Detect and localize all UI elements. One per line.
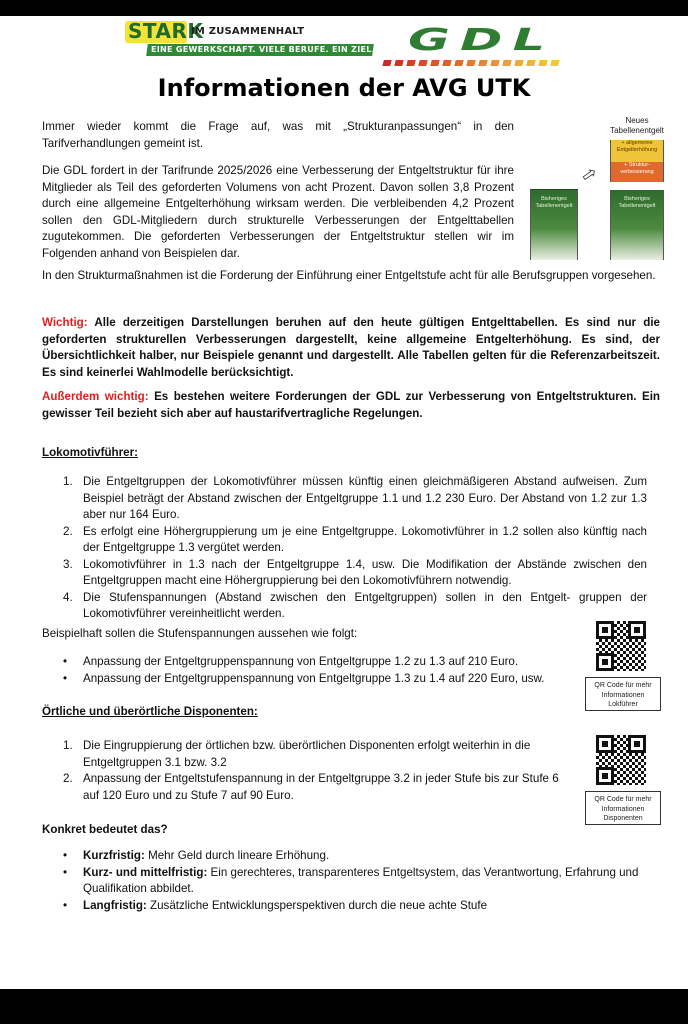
segment-structure-improvement: + Struktur-verbesserung <box>610 162 664 182</box>
list-item: • Kurz- und mittelfristig: Ein gerechteres, transparenteres Entgeltsystem, das Verantwortung, Erfahrung und Qualifikation abbildet. <box>63 865 639 895</box>
segment-general-increase: + allgemeine Entgelterhöhung <box>610 140 664 162</box>
new-bar-label: Bisheriges Tabellenentgelt <box>618 196 656 209</box>
logo-tagline: EINE GEWERKSCHAFT. VIELE BERUFE. EIN ZIEL. <box>151 45 375 54</box>
intro-paragraph-3: In den Strukturmaßnahmen ist die Forderung der Einführung einer Entgeltstufe acht für alle Berufsgruppen vorgesehen. <box>42 269 656 282</box>
list-item: • Langfristig: Zusätzliche Entwicklungsperspektiven durch die neue achte Stufe <box>63 898 488 912</box>
intro-paragraph-1: Immer wieder kommt die Frage auf, was mit „Strukturanpassungen“ in den Tarifverhandlungen gemeint ist. <box>42 120 514 150</box>
example-intro: Beispielhaft sollen die Stufenspannungen aussehen wie folgt: <box>42 627 358 640</box>
bottom-black-bar <box>0 989 688 1024</box>
important-label: Wichtig: <box>42 316 88 329</box>
konkret-heading: Konkret bedeutet das? <box>42 823 168 836</box>
list-item: 2. Anpassung der Entgeltstufenspannung in der Entgeltgruppe 3.2 in jeder Stufe bis zur Stufe 6 auf 120 Euro und zu Stufe 7 auf 90 Euro. <box>63 772 559 802</box>
list-item: 2. Es erfolgt eine Höhergruppierung um je eine Entgeltgruppe. Lokomotivführer in 1.2 sollen also künftig nach der Entgeltgruppe 1.3 vergütet werden. <box>63 524 647 554</box>
also-important-text: Es bestehen weitere Forderungen der GDL zur Verbesserung von Entgeltstrukturen. Ein gewisser Teil bezieht sich aber auf haustarifvertragliche Regelungen. <box>42 390 661 420</box>
gdl-logo <box>408 23 563 70</box>
important-text: Alle derzeitigen Darstellungen beruhen auf den heute gültigen Entgelttabellen. Es sind nur die geforderten strukturellen Verbesserungen dargestellt, keine allgemeine Entgelterhöhung. Es sind, der Übersichtlichkeit halber, nur Beispiele genannt und dargestellt. Alle Tabellen gelten für die Referenzarbeitszeit. Es sind keinerlei Wahlmodelle berücksichtigt. <box>42 316 660 379</box>
logo-stark-sub: IM ZUSAMMENHALT <box>191 26 305 37</box>
gdl-logo-letters: GDL <box>408 23 556 58</box>
also-important-note <box>42 389 660 422</box>
qr-caption-lokfuehrer: QR Code für mehr Informationen Lokführer <box>585 677 661 711</box>
list-item: 3. Lokomotivführer in 1.3 nach der Entgeltgruppe 1.4, usw. Die Modifikation der Abstände zwischen den Entgeltgruppen macht eine Höhergruppierung bei den Lokomotivführern notwendig. <box>63 557 647 587</box>
also-important-label: Außerdem wichtig: <box>42 390 149 403</box>
qr-caption-disponenten: QR Code für mehr Informationen Disponenten <box>585 791 661 825</box>
gdl-logo-dashes <box>382 60 564 66</box>
qr-code-disponenten[interactable] <box>596 735 646 785</box>
list-item: • Kurzfristig: Mehr Geld durch lineare Erhöhung. <box>63 849 330 862</box>
tabellenentgelt-diagram <box>530 112 670 260</box>
page-title: Informationen der AVG UTK <box>157 74 531 102</box>
diagram-header: Neues Tabellenentgelt <box>610 116 664 135</box>
qr-code-lokfuehrer[interactable] <box>596 621 646 671</box>
konkret-bullets <box>63 848 659 914</box>
disponenten-heading: Örtliche und überörtliche Disponenten: <box>42 705 258 718</box>
list-item: 1. Die Eingruppierung der örtlichen bzw. überörtlichen Disponenten erfolgt weiterhin in die Entgeltgruppen 3.1 bzw. 3.2 <box>63 739 531 769</box>
important-note <box>42 315 660 381</box>
arrow-up-right-icon: ⇨ <box>577 161 602 187</box>
list-item: • Anpassung der Entgeltgruppenspannung von Entgeltgruppe 1.3 zu 1.4 auf 220 Euro, usw. <box>63 671 545 685</box>
lokfuehrer-bullets <box>63 654 573 687</box>
list-item: 4. Die Stufenspannungen (Abstand zwischen den Entgeltgruppen) sollen in den Entgelt- gruppen der Lokomotivführer vereinheitlicht werden. <box>63 590 647 620</box>
intro-paragraph-2: Die GDL fordert in der Tarifrunde 2025/2026 eine Verbesserung der Entgeltstruktur für ihre Mitglieder als Teil des geforderten Volumens von acht Prozent. Davon sollen 3,8 Prozent durch eine allgemeine Entgelterhöhung wirksam werden. Die verbleibenden 4,2 Prozent sollen den GDL-Mitgliedern durch strukturelle Verbesserungen der Entgelttabellen zugutekommen. Die geforderten Verbesserungen der Entgeltstruktur stellen wir im Folgenden anhand von Beispielen dar. <box>42 164 514 260</box>
stark-im-zusammenhalt-logo <box>125 19 375 59</box>
logo-stark-word: STARK <box>128 19 204 43</box>
lokfuehrer-heading: Lokomotivführer: <box>42 446 138 459</box>
old-bar-label: Bisheriges Tabellenentgelt <box>535 196 573 209</box>
list-item: • Anpassung der Entgeltgruppenspannung von Entgeltgruppe 1.2 zu 1.3 auf 210 Euro. <box>63 655 519 668</box>
disponenten-list <box>63 738 563 804</box>
list-item: 1. Die Entgeltgruppen der Lokomotivführer müssen künftig einen gleichmäßigeren Abstand aufweisen. Zum Beispiel beträgt der Abstand zwischen der Entgeltgruppe 1.1 und 1.2 230 Euro. Der Abstand von 1.2 zur 1.3 aber nur 164 Euro. <box>63 475 647 521</box>
lokfuehrer-list <box>63 474 647 623</box>
top-black-bar <box>0 0 688 16</box>
